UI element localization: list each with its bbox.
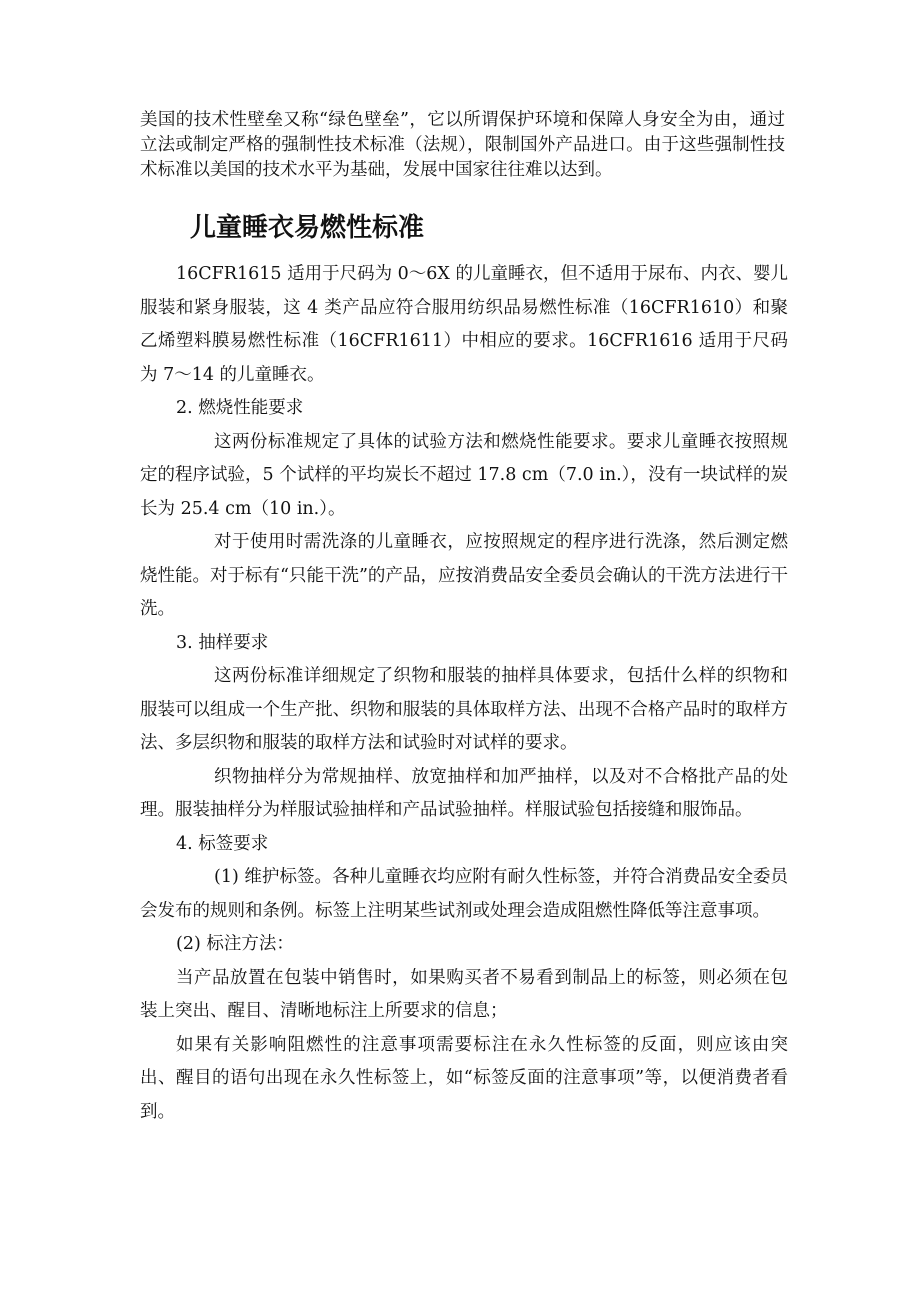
section-3-paragraph-2: 织物抽样分为常规抽样、放宽抽样和加严抽样，以及对不合格批产品的处理。服装抽样分为样服试验抽样和产品试验抽样。样服试验包括接缝和服饰品。 [140,766,788,820]
section-heading: 儿童睡衣易燃性标准 [190,213,425,243]
section-4-subtitle: (2) 标注方法： [176,934,294,954]
intro-paragraph: 美国的技术性壁垒又称“绿色壁垒”，它以所谓保护环境和保障人身安全为由，通过立法或制定严格的强制性技术标准（法规），限制国外产品进口。由于这些强制性技术标准以美国的技术水平为基础，发展中国家往往难以达到。 [140,110,785,180]
section-4-paragraph-3: 如果有关影响阻燃性的注意事项需要标注在永久性标签的反面，则应该由突出、醒目的语句出现在永久性标签上，如“标签反面的注意事项”等，以便消费者看到。 [140,1034,788,1122]
section-3-title: 3. 抽样要求 [176,632,269,653]
document-body [140,258,788,1129]
section-4-paragraph-2: 当产品放置在包装中销售时，如果购买者不易看到制品上的标签，则必须在包装上突出、醒目、清晰地标注上所要求的信息； [140,967,788,1021]
section-4-paragraph-1: (1) 维护标签。各种儿童睡衣均应附有耐久性标签，并符合消费品安全委员会发布的规则和条例。标签上注明某些试剂或处理会造成阻燃性降低等注意事项。 [140,867,788,921]
section-3-paragraph-1: 这两份标准详细规定了织物和服装的抽样具体要求，包括什么样的织物和服装可以组成一个生产批、织物和服装的具体取样方法、出现不合格产品时的取样方法、多层织物和服装的取样方法和试验时对试样的要求。 [140,666,788,753]
section-2-title: 2. 燃烧性能要求 [176,398,304,418]
section-2-paragraph-1: 这两份标准规定了具体的试验方法和燃烧性能要求。要求儿童睡衣按照规定的程序试验，5 个试样的平均炭长不超过 17.8 cm（7.0 in.），没有一块试样的炭长为 25.4 cm（10 in.）。 [140,431,788,519]
section-2-paragraph-2: 对于使用时需洗涤的儿童睡衣，应按照规定的程序进行洗涤，然后测定燃烧性能。对于标有“只能干洗”的产品，应按消费品安全委员会确认的干洗方法进行干洗。 [140,532,788,619]
section-4-title: 4. 标签要求 [176,833,269,854]
scope-paragraph: 16CFR1615 适用于尺码为 0～6X 的儿童睡衣，但不适用于尿布、内衣、婴儿服装和紧身服装，这 4 类产品应符合服用纺织品易燃性标准（16CFR1610）和聚乙烯塑料膜易燃性标准（16CFR1611）中相应的要求。16CFR1616 适用于尺码为 7～14 的儿童睡衣。 [140,264,788,385]
